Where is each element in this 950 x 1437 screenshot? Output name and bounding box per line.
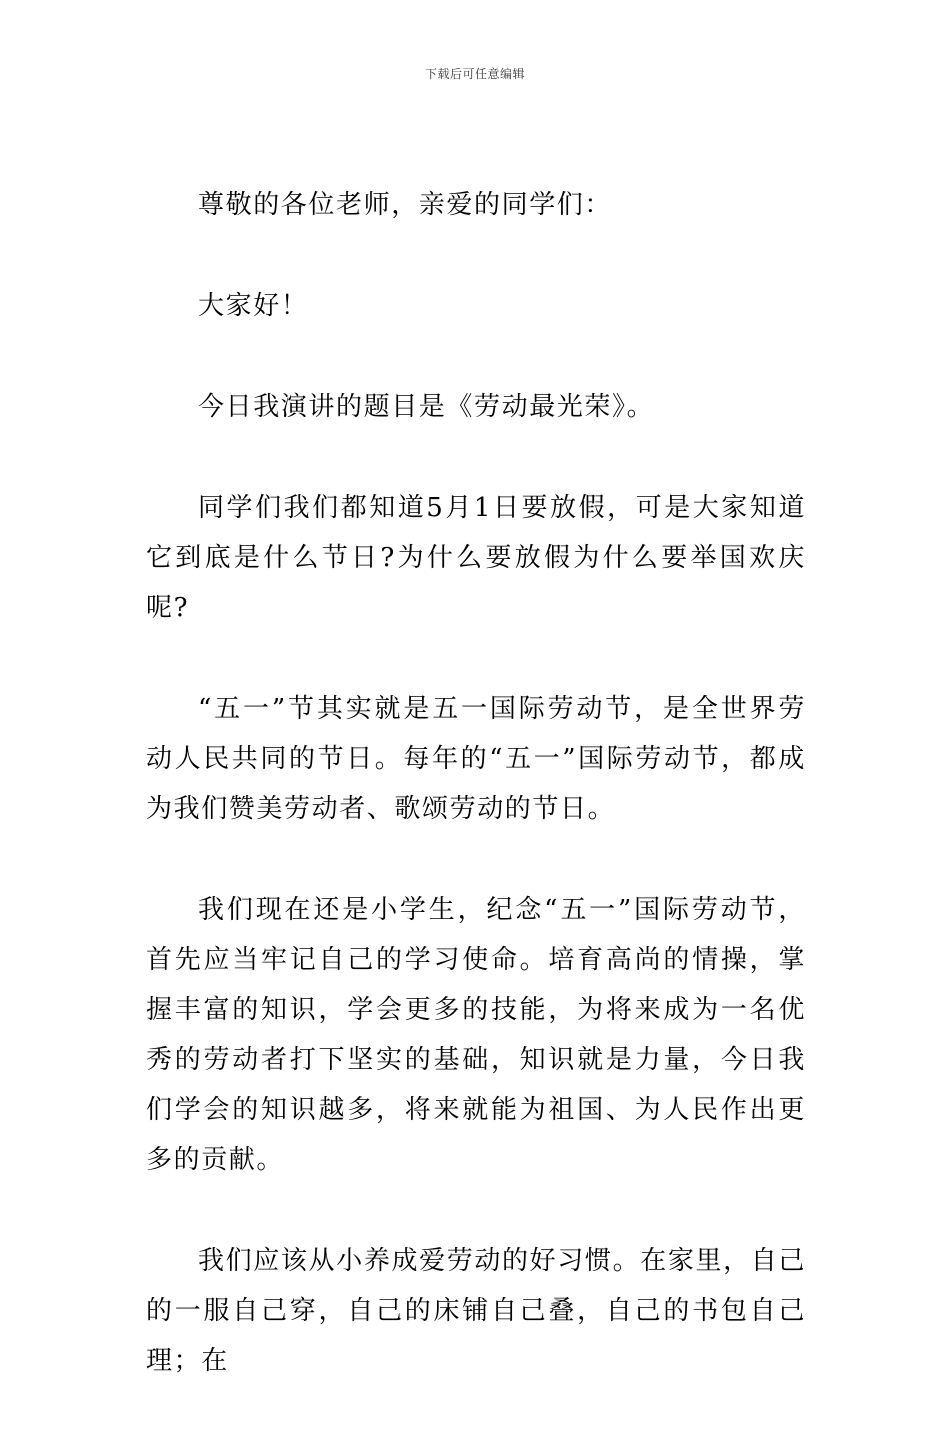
- salutation-paragraph: 尊敬的各位老师，亲爱的同学们：: [198, 190, 613, 220]
- student-mission-paragraph: 我们现在还是小学生，纪念“五一”国际劳动节，首先应当牢记自己的学习使命。培育高尚的情操，掌握丰富的知识，学会更多的技能，为将来成为一名优秀的劳动者打下坚实的基础，知识就是力量，今日我们学会的知识越多，将来就能为祖国、为人民作出更多的贡献。: [146, 895, 806, 1175]
- greeting-paragraph: 大家好！: [198, 291, 309, 321]
- document-body: [146, 180, 806, 1437]
- page-header-note: 下载后可任意编辑: [424, 67, 525, 81]
- question-paragraph: 同学们我们都知道5月1日要放假，可是大家知道它到底是什么节日?为什么要放假为什么要举国欢庆呢?: [146, 493, 806, 623]
- topic-paragraph: 今日我演讲的题目是《劳动最光荣》。: [198, 392, 655, 422]
- may-day-paragraph: “五一”节其实就是五一国际劳动节，是全世界劳动人民共同的节日。每年的“五一”国际劳动节，都成为我们赞美劳动者、歌颂劳动的节日。: [146, 694, 806, 824]
- habit-paragraph: 我们应该从小养成爱劳动的好习惯。在家里，自己的一服自己穿，自己的床铺自己叠，自己的书包自己理；在: [146, 1246, 806, 1376]
